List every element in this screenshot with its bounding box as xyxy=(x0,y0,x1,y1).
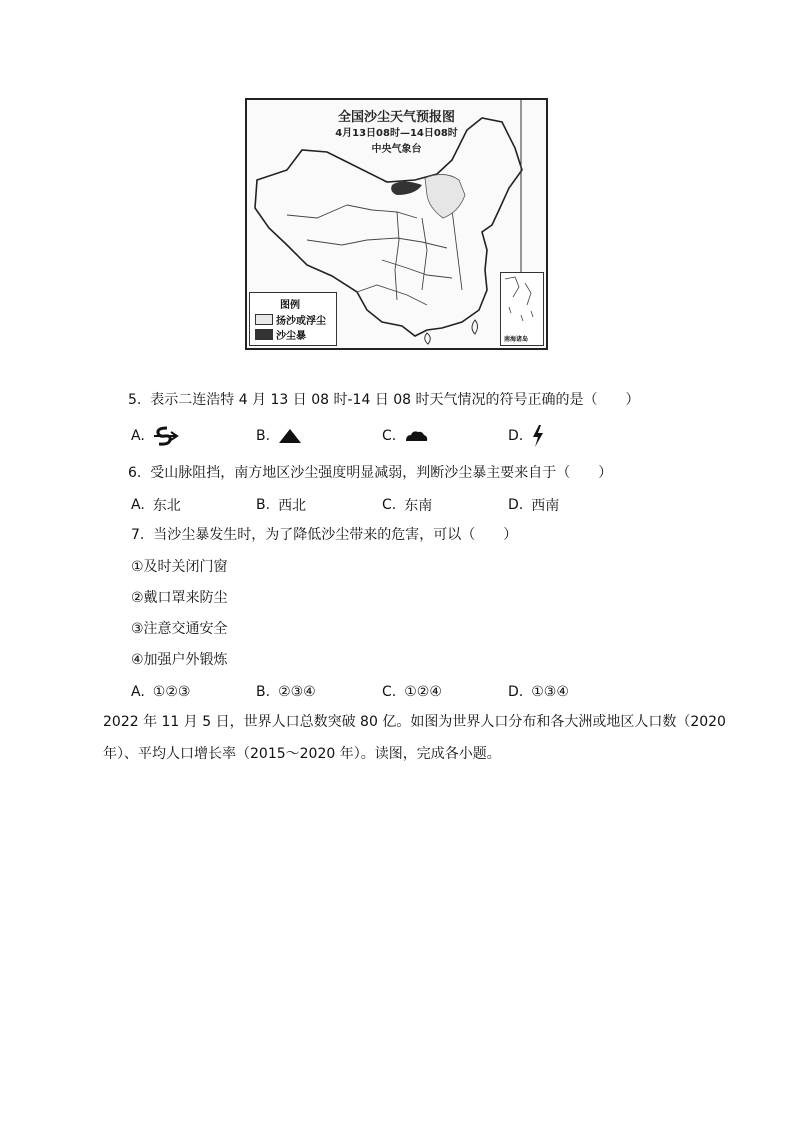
legend-swatch-dust xyxy=(255,314,273,325)
lightning-symbol-icon xyxy=(531,425,545,447)
sandstorm-zone xyxy=(391,182,422,196)
statement-2: ②戴口罩来防尘 xyxy=(131,590,228,606)
cloud-symbol-icon xyxy=(404,429,428,443)
passage-line-2: 年）、平均人口增长率（2015～2020 年）。读图，完成各小题。 xyxy=(103,746,501,762)
question-5-options xyxy=(131,425,691,447)
option-d[interactable]: D. 西南 xyxy=(508,497,560,514)
option-a[interactable]: A. xyxy=(131,425,179,447)
question-5 xyxy=(128,391,640,409)
question-7 xyxy=(131,526,517,544)
question-7-options xyxy=(131,681,691,703)
option-d[interactable]: D. ①③④ xyxy=(508,684,569,700)
statement-4: ④加强户外锻炼 xyxy=(131,652,228,668)
sandstorm-symbol-icon xyxy=(153,426,179,446)
dust-zone xyxy=(425,174,465,218)
option-c[interactable]: C. 东南 xyxy=(382,497,433,514)
question-6 xyxy=(128,464,612,482)
option-a[interactable]: A. 东北 xyxy=(131,497,181,514)
map-issuer: 中央气象台 xyxy=(371,144,422,155)
question-text: 表示二连浩特 4 月 13 日 08 时-14 日 08 时天气情况的符号正确的是（ ） xyxy=(150,392,640,408)
passage-line-1: 2022 年 11 月 5 日，世界人口总数突破 80 亿。如图为世界人口分布和各大洲或地区人口数（2020 xyxy=(103,714,726,730)
option-b[interactable]: B. ②③④ xyxy=(256,684,316,700)
south-china-sea-inset xyxy=(500,272,544,346)
sandstorm-forecast-map xyxy=(245,98,548,350)
question-text: 当沙尘暴发生时，为了降低沙尘带来的危害，可以（ ） xyxy=(153,527,518,543)
question-text: 受山脉阻挡，南方地区沙尘强度明显减弱，判断沙尘暴主要来自于（ ） xyxy=(150,465,613,481)
question-6-options xyxy=(131,494,691,516)
legend-item-dust: 扬沙或浮尘 xyxy=(255,312,326,327)
option-d[interactable]: D. xyxy=(508,425,545,447)
statement-1: ①及时关闭门窗 xyxy=(131,559,228,575)
statement-3: ③注意交通安全 xyxy=(131,621,228,637)
triangle-symbol-icon xyxy=(278,428,302,444)
legend-item-sandstorm: 沙尘暴 xyxy=(255,327,306,342)
map-time-range: 4月13日08时—14日08时 xyxy=(335,128,458,139)
option-c[interactable]: C. xyxy=(382,425,428,447)
question-number: 5. xyxy=(128,392,142,408)
map-legend xyxy=(249,292,337,346)
inset-label: 南海诸岛 xyxy=(504,336,529,343)
option-a[interactable]: A. ①②③ xyxy=(131,684,191,700)
legend-swatch-sandstorm xyxy=(255,329,273,340)
option-b[interactable]: B. 西北 xyxy=(256,497,307,514)
map-title: 全国沙尘天气预报图 xyxy=(337,110,455,125)
question-number: 7. xyxy=(131,527,145,543)
option-b[interactable]: B. xyxy=(256,425,302,447)
legend-title: 图例 xyxy=(280,300,300,311)
question-number: 6. xyxy=(128,465,142,481)
option-c[interactable]: C. ①②④ xyxy=(382,684,442,700)
